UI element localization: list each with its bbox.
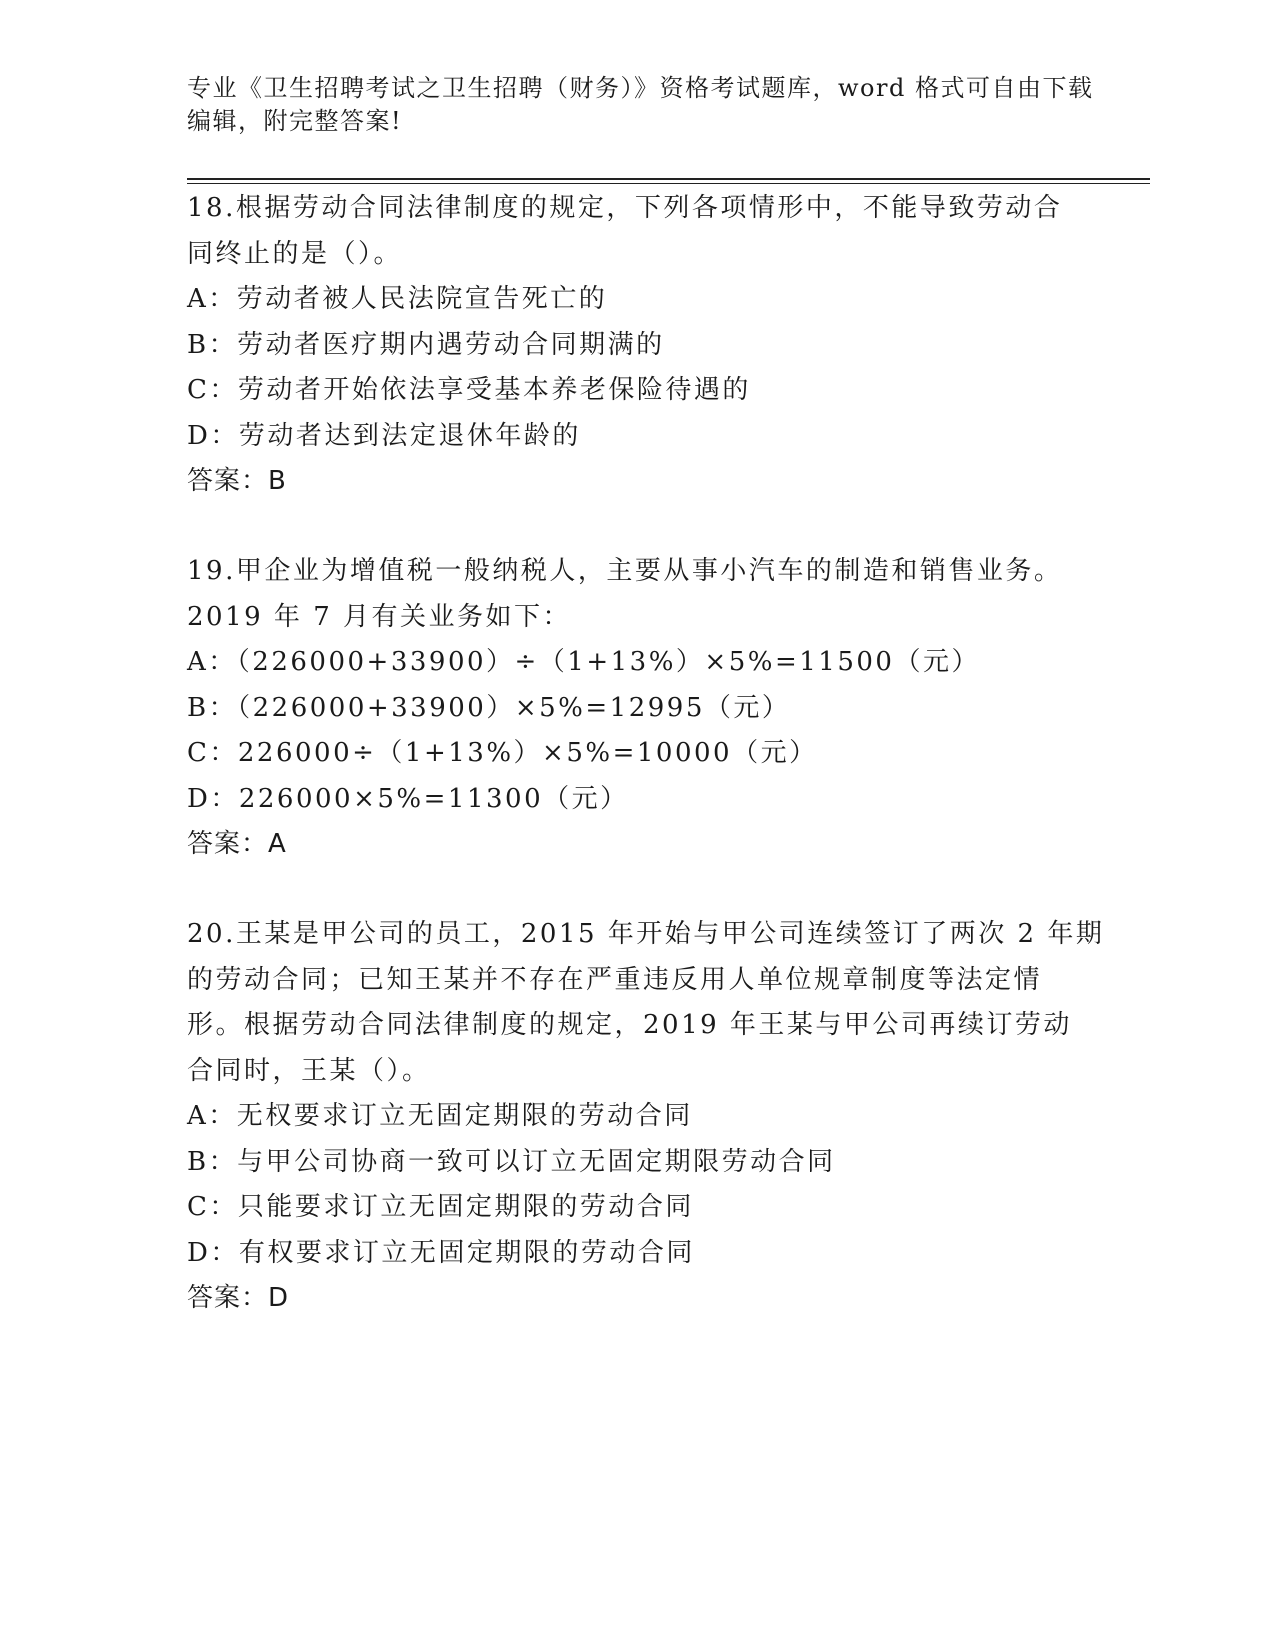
question-stem-line: 20.王某是甲公司的员工，2015 年开始与甲公司连续签订了两次 2 年期 <box>187 919 1105 949</box>
header-divider-thick <box>187 178 1150 180</box>
option-c: C：只能要求订立无固定期限的劳动合同 <box>187 1192 694 1222</box>
document-header <box>187 72 1094 138</box>
header-line-1: 专业《卫生招聘考试之卫生招聘（财务）》资格考试题库，word 格式可自由下载 <box>187 74 1094 102</box>
option-a: A：（226000+33900）÷（1+13%）×5%=11500（元） <box>187 647 980 677</box>
question-18 <box>187 186 1087 505</box>
question-stem-line: 18.根据劳动合同法律制度的规定，下列各项情形中，不能导致劳动合 <box>187 193 1063 223</box>
question-20 <box>187 912 1105 1322</box>
answer-label: 答案：A <box>187 829 287 859</box>
question-stem-line: 合同时，王某（）。 <box>187 1055 431 1086</box>
question-stem-line: 形。根据劳动合同法律制度的规定，2019 年王某与甲公司再续订劳动 <box>187 1010 1072 1040</box>
answer-label: 答案：D <box>187 1283 290 1313</box>
question-stem-line: 的劳动合同；已知王某并不存在严重违反用人单位规章制度等法定情 <box>187 964 1043 995</box>
option-a: A：无权要求订立无固定期限的劳动合同 <box>187 1101 693 1131</box>
answer-label: 答案：B <box>187 466 287 496</box>
header-divider-thin <box>187 183 1150 184</box>
option-d: D：劳动者达到法定退休年龄的 <box>187 420 581 451</box>
option-c: C：劳动者开始依法享受基本养老保险待遇的 <box>187 375 751 405</box>
question-stem-line: 同终止的是（）。 <box>187 238 403 269</box>
option-b: B：劳动者医疗期内遇劳动合同期满的 <box>187 329 665 360</box>
header-line-2: 编辑，附完整答案! <box>187 107 403 135</box>
option-c: C：226000÷（1+13%）×5%=10000（元） <box>187 738 818 768</box>
option-a: A：劳动者被人民法院宣告死亡的 <box>187 284 608 314</box>
option-d: D：226000×5%=11300（元） <box>187 783 629 814</box>
question-stem-line: 2019 年 7 月有关业务如下： <box>187 601 572 632</box>
question-19 <box>187 549 1087 868</box>
option-b: B：与甲公司协商一致可以订立无固定期限劳动合同 <box>187 1146 836 1177</box>
option-b: B：（226000+33900）×5%=12995（元） <box>187 692 791 723</box>
option-d: D：有权要求订立无固定期限的劳动合同 <box>187 1237 695 1268</box>
question-stem-line: 19.甲企业为增值税一般纳税人，主要从事小汽车的制造和销售业务。 <box>187 556 1063 586</box>
